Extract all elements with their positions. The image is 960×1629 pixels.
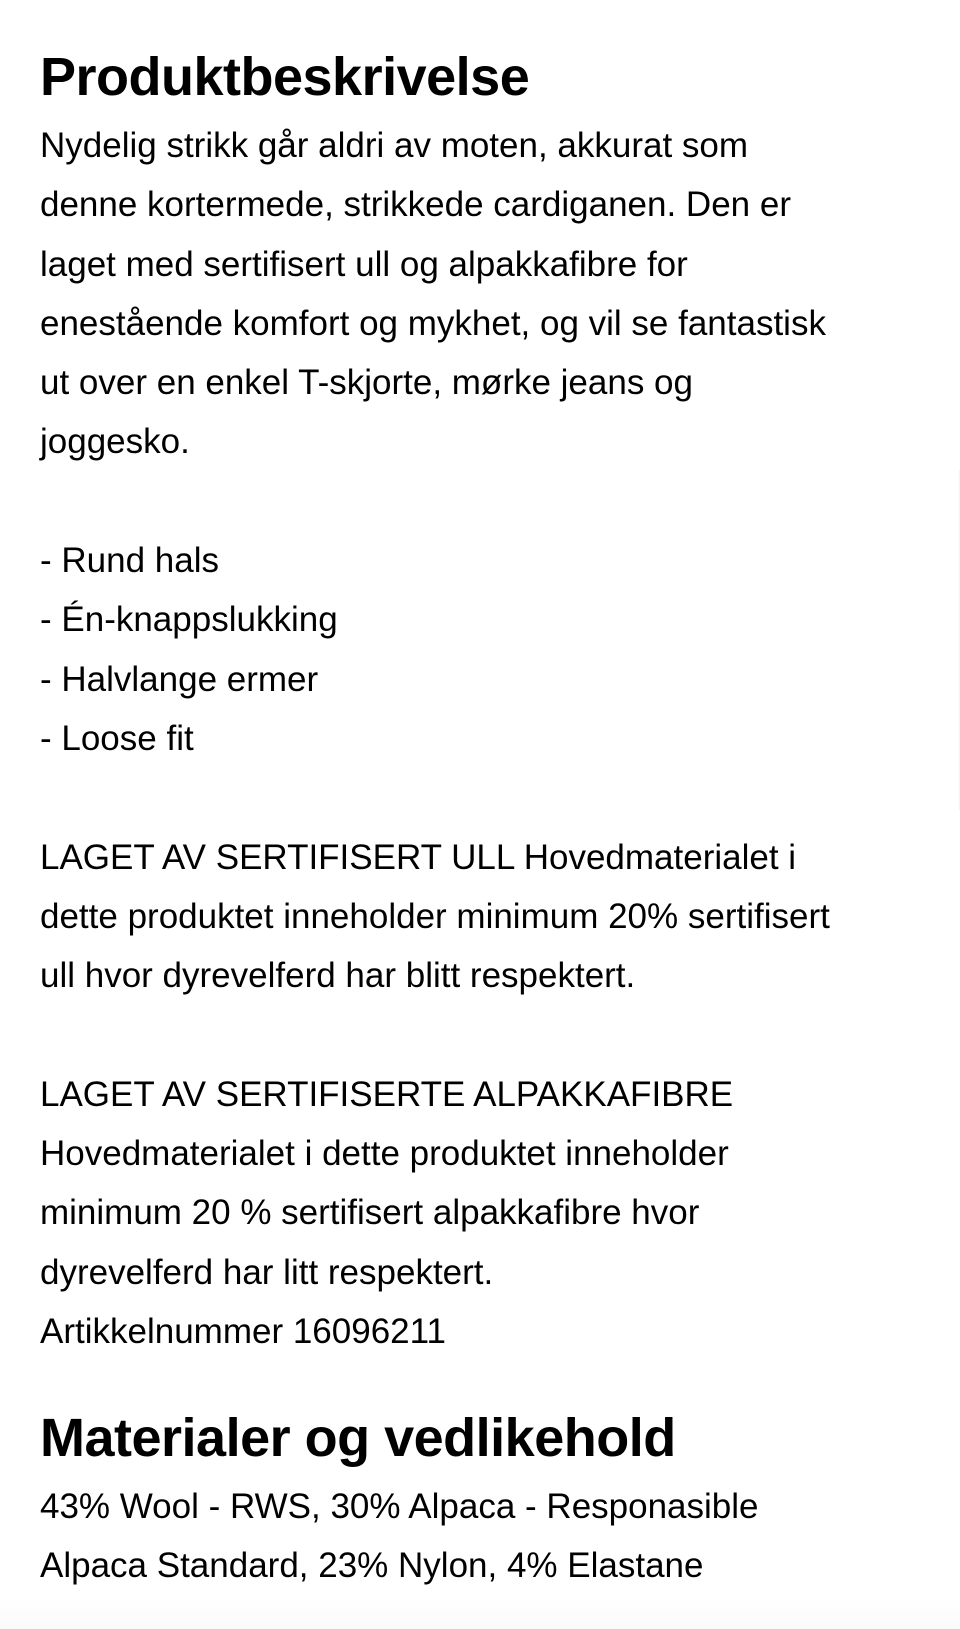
description-body bbox=[40, 116, 940, 1361]
feature-item: - Én-knappslukking bbox=[40, 600, 338, 640]
intro-line: ut over en enkel T-skjorte, mørke jeans og bbox=[40, 363, 693, 403]
alpaca-certification-line: LAGET AV SERTIFISERTE ALPAKKAFIBRE bbox=[40, 1074, 734, 1114]
materials-heading: Materialer og vedlikehold bbox=[40, 1408, 676, 1468]
article-number: Artikkelnummer 16096211 bbox=[40, 1311, 446, 1351]
feature-item: - Rund hals bbox=[40, 541, 219, 581]
intro-line: enestående komfort og mykhet, og vil se fantastisk bbox=[40, 303, 826, 343]
intro-line: denne kortermede, strikkede cardiganen. Den er bbox=[40, 185, 791, 225]
alpaca-certification-line: Hovedmaterialet i dette produktet inneholder bbox=[40, 1134, 729, 1174]
materials-line: Alpaca Standard, 23% Nylon, 4% Elastane bbox=[40, 1546, 704, 1586]
bottom-fade bbox=[0, 1599, 960, 1629]
materials-line: 43% Wool - RWS, 30% Alpaca - Responasible bbox=[40, 1487, 759, 1526]
intro-line: laget med sertifisert ull og alpakkafibre for bbox=[40, 244, 688, 284]
wool-certification-line: LAGET AV SERTIFISERT ULL Hovedmaterialet i bbox=[40, 837, 797, 877]
feature-item: - Loose fit bbox=[40, 718, 194, 758]
paragraph-gap bbox=[40, 1005, 940, 1064]
feature-item: - Halvlange ermer bbox=[40, 659, 319, 699]
wool-certification-line: ull hvor dyrevelferd har blitt respektert. bbox=[40, 956, 636, 996]
materials-body bbox=[40, 1477, 940, 1596]
intro-line: Nydelig strikk går aldri av moten, akkurat som bbox=[40, 126, 749, 165]
description-heading: Produktbeskrivelse bbox=[40, 47, 530, 107]
alpaca-certification-line: dyrevelferd har litt respektert. bbox=[40, 1252, 494, 1292]
alpaca-certification-line: minimum 20 % sertifisert alpakkafibre hvor bbox=[40, 1193, 700, 1233]
wool-certification-line: dette produktet inneholder minimum 20% sertifisert bbox=[40, 896, 830, 936]
paragraph-gap bbox=[40, 472, 940, 531]
intro-line: joggesko. bbox=[40, 422, 190, 462]
paragraph-gap bbox=[40, 768, 940, 827]
